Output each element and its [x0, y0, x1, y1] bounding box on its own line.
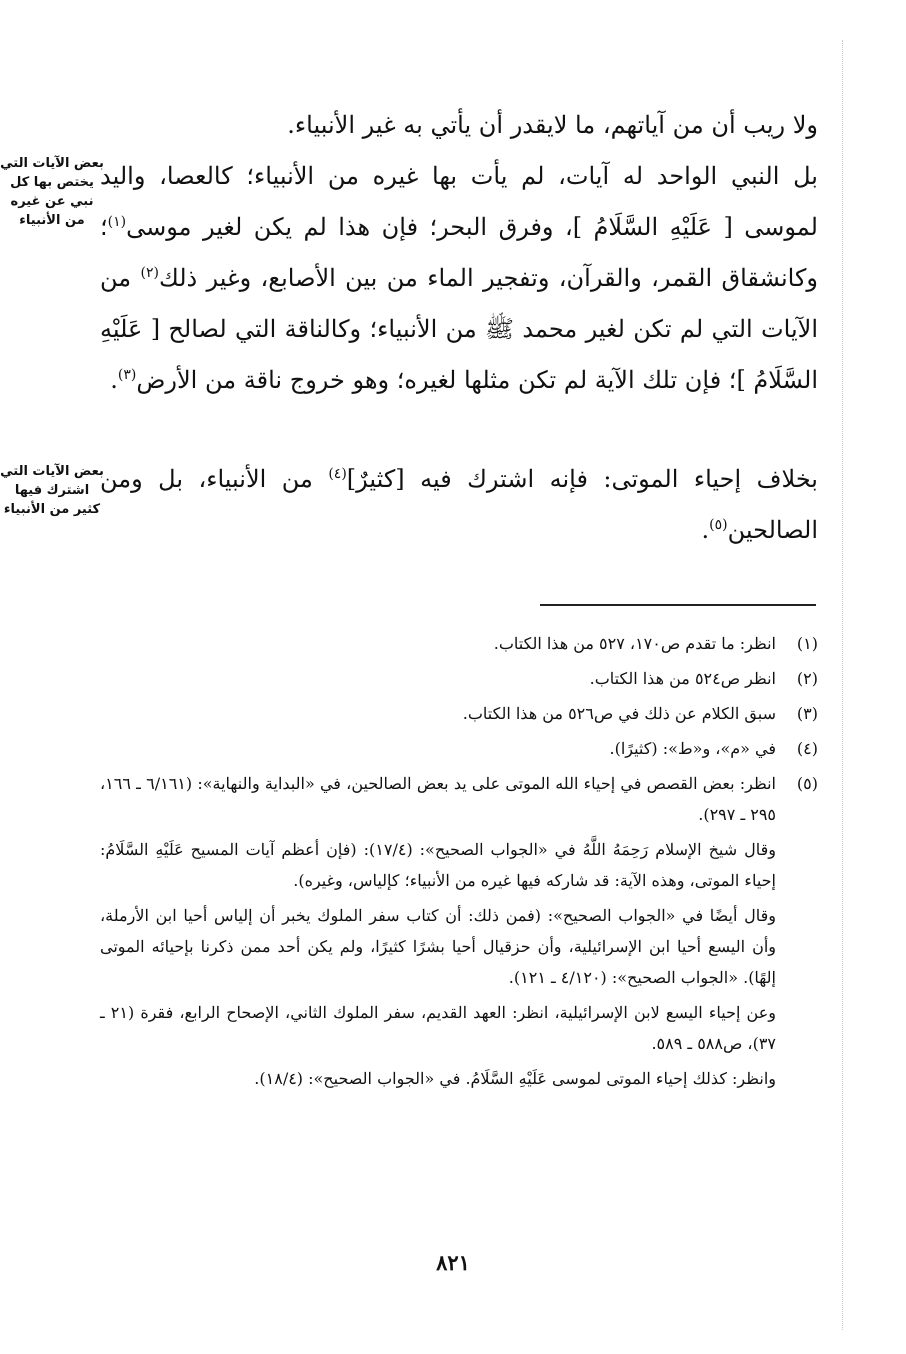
footnote-ref-3[interactable]: (٣): [117, 367, 137, 383]
paragraph-3: [100, 454, 818, 556]
footnote-text: في «م»، و«ط»: (كثيرًا).: [609, 739, 776, 758]
main-text-2: [100, 454, 818, 556]
paragraph-1: ولا ريب أن من آياتهم، ما لايقدر أن يأتي به غير الأنبياء.: [287, 111, 818, 139]
footnote-number: (٥): [796, 774, 818, 793]
footnote-ref-1[interactable]: (١): [107, 214, 127, 230]
footnote-text: وعن إحياء اليسع لابن الإسرائيلية، انظر: العهد القديم، سفر الملوك الثاني، الإصحاح الرابع، فقرة (٢١ ـ ٣٧)، ص٥٨٨ ـ ٥٨٩.: [100, 1003, 776, 1053]
footnote-2: [100, 663, 818, 698]
page-edge-line: [842, 40, 843, 1330]
margin-note-2: بعض الآيات التي اشترك فيها كثير من الأنبياء: [0, 464, 104, 517]
footnote-text: انظر ص٥٢٤ من هذا الكتاب.: [589, 669, 776, 688]
margin-note-1: بعض الآيات التي يختص بها كل نبي عن غيره من الأنبياء: [0, 156, 104, 228]
footnote-text: انظر: ما تقدم ص١٧٠، ٥٢٧ من هذا الكتاب.: [493, 634, 776, 653]
footnote-divider: [540, 604, 816, 606]
footnote-3: [100, 698, 818, 733]
paragraph-2: [100, 151, 818, 406]
paragraph-3-part-b: من الأنبياء، بل ومن الصالحين: [100, 465, 818, 544]
footnote-ref-5[interactable]: (٥): [709, 517, 728, 533]
footnote-ref-2[interactable]: (٢): [140, 265, 159, 281]
footnote-text: وقال شيخ الإسلام رَحِمَهُ اللَّهُ في «الجواب الصحيح»: (١٧/٤): (فإن أعظم آيات المسيح عَلَيْهِ السَّلَامُ: إحياء الموتى، وهذه الآية: قد شاركه فيها غيره من الأنبياء؛ كإلياس، وغيره).: [100, 840, 777, 890]
paragraph-2-part-b: ؛ وكانشقاق القمر، والقرآن، وتفجير الماء من بين الأصابع، وغير ذلك: [100, 213, 818, 292]
paragraph-3-part-a: بخلاف إحياء الموتى: فإنه اشترك فيه [كثيرٌ]: [346, 465, 818, 493]
footnote-5: [100, 768, 818, 1098]
footnote-number: (٣): [796, 704, 818, 723]
footnote-number: (١): [796, 634, 818, 653]
paragraph-2-part-c: من الآيات التي لم تكن لغير محمد ﷺ من الأنبياء؛ وكالناقة التي لصالح [ عَلَيْهِ السَّلَامُ ]؛ فإن تلك الآية لم تكن مثلها لغيره؛ وهو خروج ناقة من الأرض: [100, 264, 818, 394]
footnote-text: وقال أيضًا في «الجواب الصحيح»: (فمن ذلك: أن كتاب سفر الملوك يخبر أن إلياس أحيا ابن الأرملة، وأن اليسع أحيا ابن الإسرائيلية، وأن حزقيال أحيا بشرًا كثيرًا، ولم يكن أحد ممن ذكرنا بإحيائه الموتى إلهًا). «الجواب الصحيح»: (٤/١٢٠ ـ ١٢١).: [100, 906, 776, 987]
footnotes: [100, 628, 818, 1098]
main-text: [100, 100, 818, 406]
paragraph-2-end: .: [110, 366, 118, 394]
footnote-number: (٤): [796, 739, 818, 758]
paragraph-2-part-a: بل النبي الواحد له آيات، لم يأت بها غيره من الأنبياء؛ كالعصا، واليد لموسى [ عَلَيْهِ السَّلَامُ ]، وفرق البحر؛ فإن هذا لم يكن لغير موسى: [100, 162, 818, 241]
footnote-ref-4[interactable]: (٤): [328, 466, 347, 482]
page-number: ٨٢١: [436, 1250, 470, 1275]
footnote-4: [100, 733, 818, 768]
footnote-1: [100, 628, 818, 663]
footnote-text: وانظر: كذلك إحياء الموتى لموسى عَلَيْهِ السَّلَامُ. في «الجواب الصحيح»: (١٨/٤).: [254, 1069, 776, 1088]
paragraph-3-end: .: [701, 516, 710, 544]
footnote-text: سبق الكلام عن ذلك في ص٥٢٦ من هذا الكتاب.: [462, 704, 776, 723]
footnote-number: (٢): [796, 669, 818, 688]
footnote-text: انظر: بعض القصص في إحياء الله الموتى على يد بعض الصالحين، في «البداية والنهاية»: (٦/١٦١ ـ ١٦٦، ٢٩٥ ـ ٢٩٧).: [100, 774, 776, 824]
